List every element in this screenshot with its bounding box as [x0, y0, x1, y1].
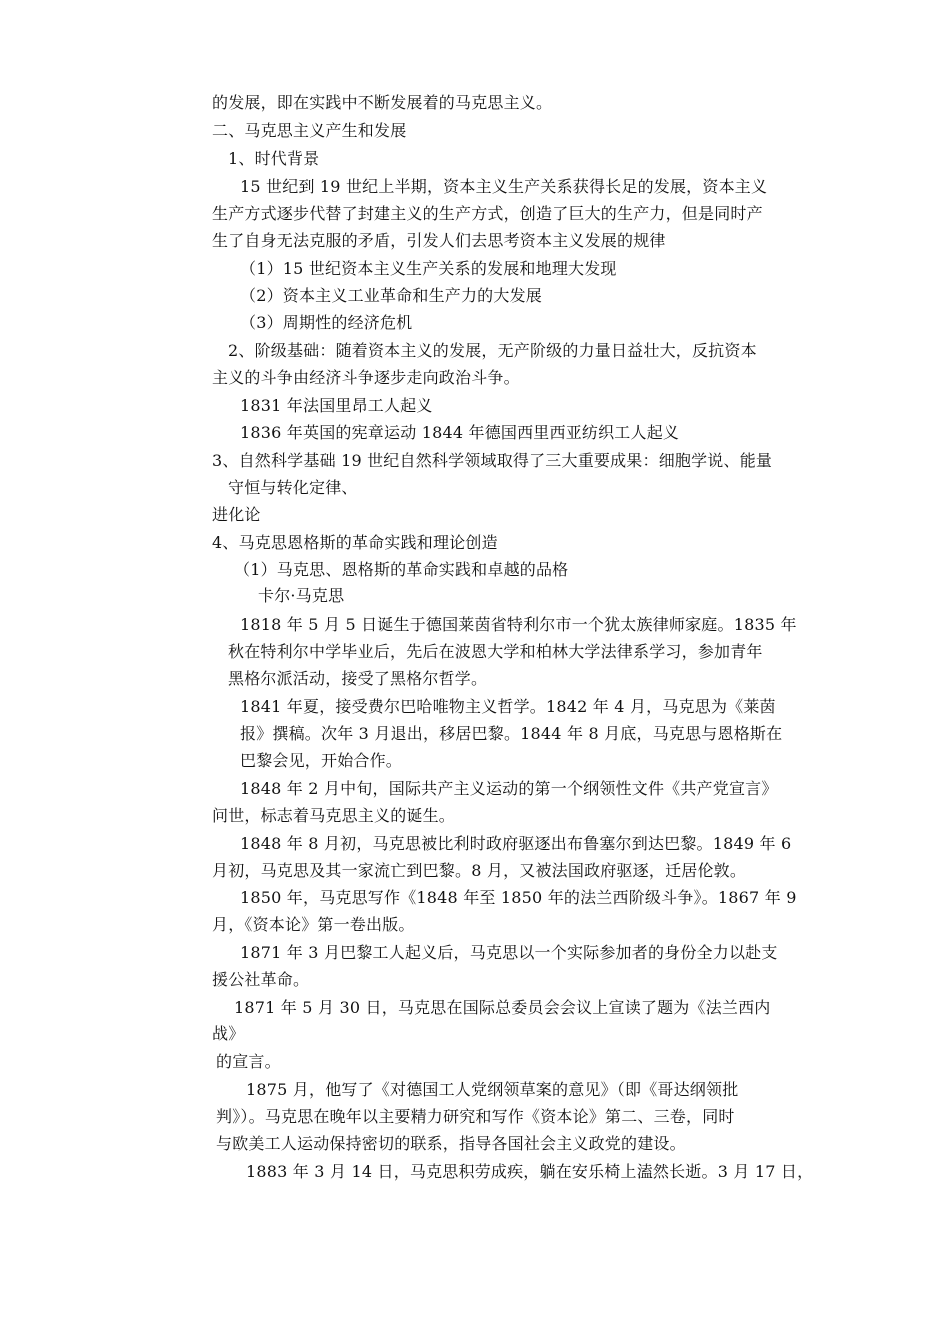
- text-line: 1875 月，他写了《对德国工人党纲领草案的意见》（即《哥达纲领批: [246, 1080, 739, 1099]
- text-line: 1848 年 8 月初，马克思被比利时政府驱逐出布鲁塞尔到达巴黎。1849 年 6: [240, 834, 792, 853]
- text-line: 1818 年 5 月 5 日诞生于德国莱茵省特利尔市一个犹太族律师家庭。1835 年: [240, 615, 797, 634]
- subsection-heading: 3、自然科学基础 19 世纪自然科学领域取得了三大重要成果：细胞学说、能量: [212, 451, 773, 470]
- text-line: 1850 年，马克思写作《1848 年至 1850 年的法兰西阶级斗争》。1867 年 9: [240, 888, 797, 907]
- list-item: （1）马克思、恩格斯的革命实践和卓越的品格: [234, 560, 569, 579]
- text-line: 判》）。马克思在晚年以主要精力研究和写作《资本论》第二、三卷，同时: [216, 1107, 735, 1126]
- text-line: 月初，马克思及其一家流亡到巴黎。8 月，又被法国政府驱逐，迁居伦敦。: [212, 861, 747, 880]
- subsection-heading: 2、阶级基础：随着资本主义的发展，无产阶级的力量日益壮大，反抗资本: [228, 341, 757, 360]
- text-line: 主义的斗争由经济斗争逐步走向政治斗争。: [212, 368, 520, 387]
- text-line: 黑格尔派活动，接受了黑格尔哲学。: [228, 669, 488, 688]
- text-line: 的发展，即在实践中不断发展着的马克思主义。: [212, 93, 553, 112]
- text-line: 1831 年法国里昂工人起义: [240, 396, 433, 415]
- text-line: 1871 年 3 月巴黎工人起义后，马克思以一个实际参加者的身份全力以赴支: [240, 943, 778, 962]
- text-line: 战》: [212, 1024, 245, 1043]
- list-item: （2）资本主义工业革命和生产力的大发展: [240, 286, 542, 305]
- text-line: 问世，标志着马克思主义的诞生。: [212, 806, 456, 825]
- subsection-heading: 4、马克思恩格斯的革命实践和理论创造: [212, 533, 498, 552]
- list-item: （3）周期性的经济危机: [240, 313, 413, 332]
- text-line: 15 世纪到 19 世纪上半期，资本主义生产关系获得长足的发展，资本主义: [240, 177, 768, 196]
- text-line: 的宣言。: [216, 1052, 281, 1071]
- subsection-heading: 1、时代背景: [228, 149, 320, 168]
- text-line: 1841 年夏，接受费尔巴哈唯物主义哲学。1842 年 4 月，马克思为《莱茵: [240, 697, 776, 716]
- text-line: 巴黎会见，开始合作。: [240, 751, 403, 770]
- section-heading: 二、马克思主义产生和发展: [212, 121, 407, 140]
- text-line: 报》撰稿。次年 3 月退出，移居巴黎。1844 年 8 月底，马克思与恩格斯在: [240, 724, 783, 743]
- text-line: 1871 年 5 月 30 日，马克思在国际总委员会会议上宣读了题为《法兰西内: [234, 998, 771, 1017]
- text-line: 生了自身无法克服的矛盾，引发人们去思考资本主义发展的规律: [212, 231, 666, 250]
- text-line: 与欧美工人运动保持密切的联系，指导各国社会主义政党的建设。: [216, 1134, 686, 1153]
- text-line: 月，《资本论》第一卷出版。: [212, 915, 415, 934]
- text-line: 1836 年英国的宪章运动 1844 年德国西里西亚纺织工人起义: [240, 423, 680, 442]
- text-line: 守恒与转化定律、: [228, 478, 358, 497]
- text-line: 1848 年 2 月中旬，国际共产主义运动的第一个纲领性文件《共产党宣言》: [240, 779, 778, 798]
- text-line: 秋在特利尔中学毕业后，先后在波恩大学和柏林大学法律系学习，参加青年: [228, 642, 763, 661]
- text-line: 1883 年 3 月 14 日，马克思积劳成疾，躺在安乐椅上溘然长逝。3 月 17 日，: [246, 1162, 814, 1181]
- text-line: 生产方式逐步代替了封建主义的生产方式，创造了巨大的生产力，但是同时产: [212, 204, 763, 223]
- text-line: 援公社革命。: [212, 970, 310, 989]
- list-item: （1）15 世纪资本主义生产关系的发展和地理大发现: [240, 259, 617, 278]
- text-line: 进化论: [212, 505, 261, 524]
- person-name: 卡尔·马克思: [258, 586, 345, 605]
